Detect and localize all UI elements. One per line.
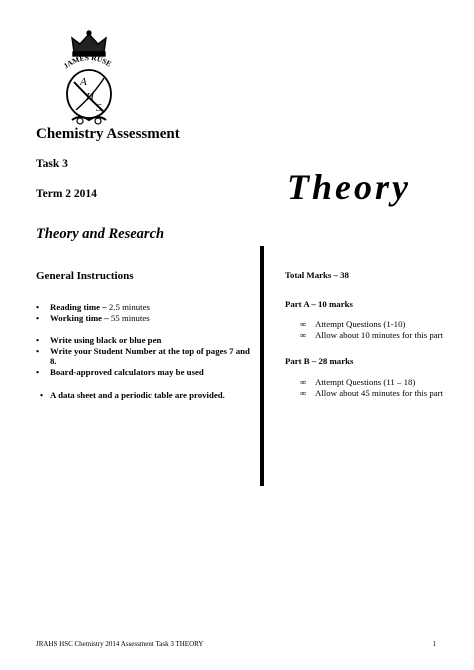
infinity-bullet-icon: ∞ bbox=[300, 387, 307, 398]
crest-letter-s: S bbox=[96, 102, 102, 114]
column-divider bbox=[260, 246, 264, 486]
page-title: Chemistry Assessment bbox=[36, 126, 180, 142]
instructions-list-rules bbox=[36, 335, 251, 377]
page-number: 1 bbox=[432, 640, 436, 648]
subtitle: Theory and Research bbox=[36, 226, 165, 242]
bullet-icon: • bbox=[36, 335, 40, 346]
part-b-heading: Part B – 28 marks bbox=[285, 356, 354, 367]
crest-label: JAMES RUSE bbox=[61, 52, 114, 71]
infinity-bullet-icon: ∞ bbox=[300, 376, 307, 387]
part-a-heading: Part A – 10 marks bbox=[285, 298, 353, 309]
list-item: ∞ Allow about 45 minutes for this part bbox=[300, 387, 444, 398]
bullet-icon: • bbox=[36, 312, 40, 323]
bullet-icon: • bbox=[36, 345, 40, 356]
bullet-icon: • bbox=[36, 366, 40, 377]
page-footer bbox=[36, 640, 436, 648]
footer-text: JRAHS HSC Chemistry 2014 Assessment Task 3 THEORY bbox=[36, 640, 204, 648]
instructions-list-time bbox=[36, 302, 251, 323]
list-item: • Reading time – 2.5 minutes bbox=[36, 302, 150, 312]
bullet-icon: • bbox=[40, 389, 44, 400]
list-item: • Write your Student Number at the top of pages 7 and 8. bbox=[36, 345, 250, 367]
bullet-icon: • bbox=[36, 302, 40, 312]
list-item: ∞ Attempt Questions (11 – 18) bbox=[300, 376, 416, 387]
part-a-list bbox=[285, 319, 455, 340]
infinity-bullet-icon: ∞ bbox=[300, 329, 307, 340]
crown-icon bbox=[72, 31, 106, 56]
term-label: Term 2 2014 bbox=[36, 188, 97, 200]
list-item: • Working time – 55 minutes bbox=[36, 312, 150, 323]
task-label: Task 3 bbox=[36, 158, 68, 170]
marks-section bbox=[285, 270, 455, 398]
theory-heading: Theory bbox=[287, 167, 411, 207]
crest-letter-a: A bbox=[80, 76, 87, 88]
infinity-bullet-icon: ∞ bbox=[300, 319, 307, 330]
list-item: • Write using black or blue pen bbox=[36, 335, 162, 346]
instructions-heading: General Instructions bbox=[36, 270, 134, 282]
list-item: • Board-approved calculators may be used bbox=[36, 366, 204, 377]
part-b-list bbox=[285, 377, 455, 398]
school-crest bbox=[50, 28, 128, 128]
list-item: ∞ Allow about 10 minutes for this part bbox=[300, 329, 444, 340]
general-instructions bbox=[36, 270, 251, 400]
crest-letter-h: H bbox=[86, 91, 94, 103]
list-item: ∞ Attempt Questions (1-10) bbox=[300, 319, 406, 330]
total-marks: Total Marks – 38 bbox=[285, 270, 349, 280]
datasheet-note: • A data sheet and a periodic table are provided. bbox=[40, 389, 225, 400]
